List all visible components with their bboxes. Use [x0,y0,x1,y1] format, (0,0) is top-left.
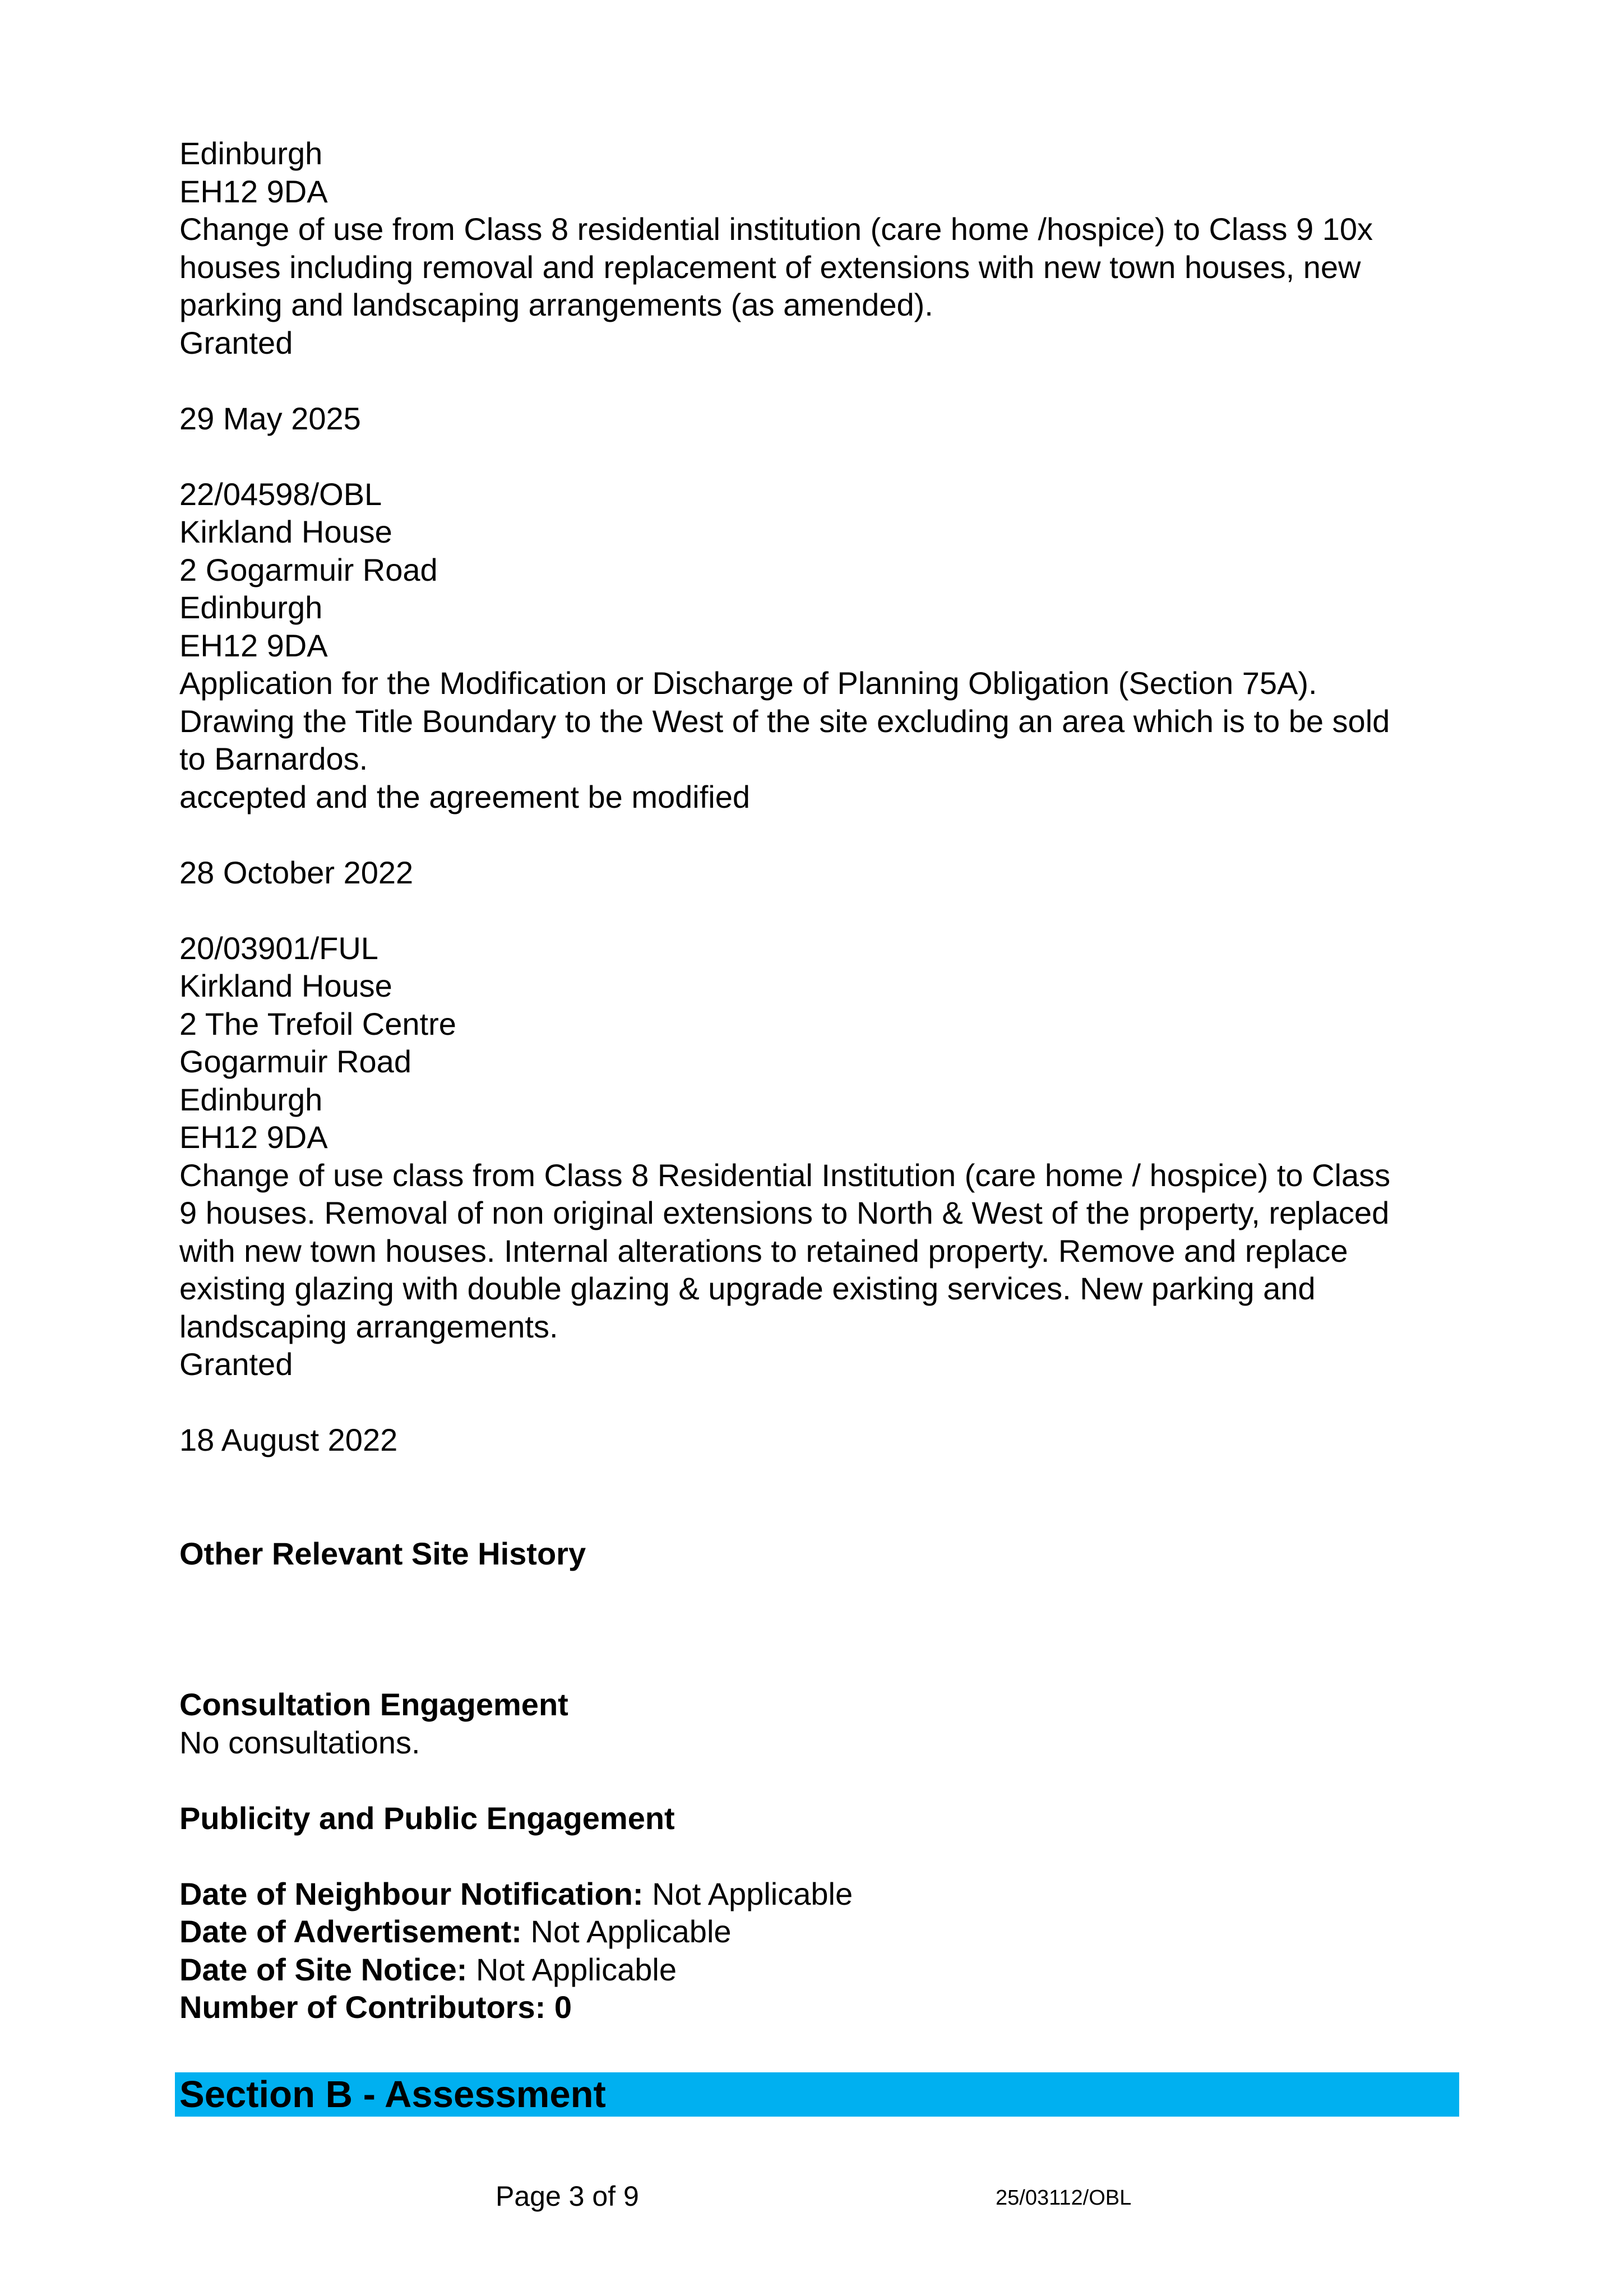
history-entry [179,475,1458,892]
address-line: Kirkland House [179,968,392,1003]
description-line: existing glazing with double glazing & upgrade existing services. New parking and [179,1271,1316,1306]
site-notice-value: Not Applicable [467,1951,677,1987]
document-body [179,135,1458,2026]
address-line: 2 The Trefoil Centre [179,1006,456,1041]
contributors-count: Number of Contributors: 0 [179,1989,572,2025]
consultation-heading: Consultation Engagement [179,1687,568,1722]
application-reference: 20/03901/FUL [179,930,378,966]
advertisement-label: Date of Advertisement: [179,1914,522,1949]
address-line: EH12 9DA [179,173,328,209]
description-line: Application for the Modification or Discharge of Planning Obligation (Section 75A). [179,665,1317,701]
page-number: Page 3 of 9 [496,2181,639,2212]
site-notice-row [179,1951,1458,1989]
advertisement-value: Not Applicable [521,1914,732,1949]
section-b-heading: Section B - Assessment [175,2072,1459,2117]
neighbour-notification-label: Date of Neighbour Notification: [179,1876,644,1911]
address-line: Kirkland House [179,514,392,549]
address-line: EH12 9DA [179,627,328,663]
decision-date: 18 August 2022 [179,1422,398,1457]
footer-reference: 25/03112/OBL [996,2186,1132,2210]
decision: Granted [179,325,293,360]
decision-date: 29 May 2025 [179,400,361,436]
history-entry [179,929,1458,1459]
neighbour-notification-row [179,1875,1458,1913]
application-reference: 22/04598/OBL [179,476,382,512]
description-line: Change of use from Class 8 residential institution (care home /hospice) to Class 9 10x [179,211,1373,247]
description-line: to Barnardos. [179,741,368,776]
address-line: Gogarmuir Road [179,1044,411,1079]
address-line: Edinburgh [179,590,323,625]
decision: Granted [179,1346,293,1382]
description-line: with new town houses. Internal alterations to retained property. Remove and replace [179,1233,1348,1269]
address-line: EH12 9DA [179,1119,328,1155]
address-line: 2 Gogarmuir Road [179,552,438,587]
description-line: houses including removal and replacement of extensions with new town houses, new [179,249,1361,285]
decision: accepted and the agreement be modified [179,779,751,814]
other-site-history-heading: Other Relevant Site History [179,1535,586,1571]
description-line: 9 houses. Removal of non original extensions to North & West of the property, replaced [179,1195,1390,1230]
description-line: landscaping arrangements. [179,1308,558,1344]
site-notice-label: Date of Site Notice: [179,1951,468,1987]
publicity-heading: Publicity and Public Engagement [179,1800,675,1836]
advertisement-row [179,1913,1458,1951]
decision-date: 28 October 2022 [179,854,414,890]
address-line: Edinburgh [179,1081,323,1117]
description-line: Change of use class from Class 8 Residential Institution (care home / hospice) to Class [179,1157,1391,1193]
neighbour-notification-value: Not Applicable [643,1876,853,1911]
address-line: Edinburgh [179,136,323,171]
consultation-text: No consultations. [179,1724,420,1760]
history-entry [179,135,1458,437]
description-line: parking and landscaping arrangements (as amended). [179,287,933,322]
description-line: Drawing the Title Boundary to the West of the site excluding an area which is to be sold [179,703,1390,739]
